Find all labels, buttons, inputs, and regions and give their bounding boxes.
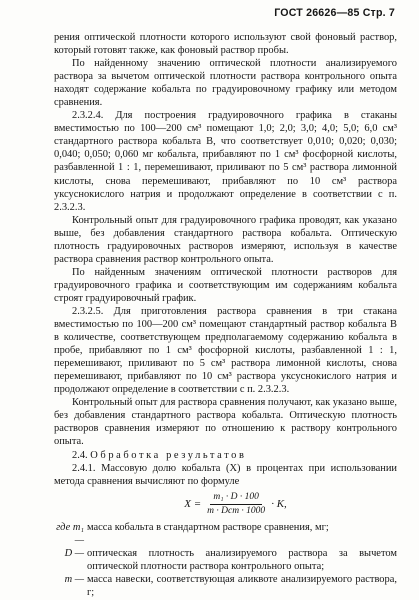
paragraph: Контрольный опыт для градуировочного графика проводят, как указано выше, без добавления стандартного раствора кобальта. Оптическую плотность градуировочных растворов измеряют, используя в качестве раствора сравнения раствор контрольного опыта.	[54, 214, 397, 265]
definition-symbol: D —	[64, 547, 84, 559]
formula-numerator: m₁ · D · 100	[210, 492, 262, 505]
paragraph: Контрольный опыт для раствора сравнения получают, как указано выше, без добавления стандартного раствора кобальта. Оптическую плотность растворов сравнения измеряют по отношению к раствору контрольного опыта.	[54, 397, 397, 448]
section-number: 2.4.	[72, 449, 88, 461]
section-heading	[54, 449, 397, 462]
page-body	[54, 31, 397, 599]
page-header: ГОСТ 26626—85 Стр. 7	[274, 7, 395, 19]
paragraph: рения оптической плотности которого используют свой фоновый раствор, который готовят также, как фоновый раствор пробы.	[54, 32, 397, 57]
variable-definitions	[54, 521, 397, 599]
paragraph: По найденному значению оптической плотности анализируемого раствора за вычетом оптической плотности раствора контрольного опыта находят содержание кобальта по градуировочному графику или методом сравнения.	[54, 58, 397, 109]
formula-fraction	[204, 492, 268, 517]
paragraph: По найденным значениям оптической плотности растворов для градуировочного графика и соответствующим им содержаниям кобальта строят градуировочный график.	[54, 266, 397, 304]
paragraph-2-4-1: 2.4.1. Массовую долю кобальта (X) в процентах при использовании метода сравнения вычисляют по формуле	[54, 462, 397, 487]
paragraph-2-3-2-5: 2.3.2.5. Для приготовления раствора сравнения в три стакана вместимостью по 100—200 см³ помещают стандартный раствор кобальта В в количестве, соответствующем предполагаемому содержанию кобальта в пробе, прибавляют по 1 см³ фосфорной кислоты, разбавленной 1 : 1, перемешивают, приливают по 5 см³ раствора лимонной кислоты, снова перемешивают, прибавляют по 10 см³ раствора уксуснокислого натрия и продолжают определение в соответствии с п. 2.3.2.3.	[54, 305, 397, 396]
definition-text: оптическая плотность анализируемого раствора за вычетом оптической плотности раствора контрольного опыта;	[87, 547, 397, 572]
definition-text: масса кобальта в стандартном растворе сравнения, мг;	[87, 521, 329, 533]
definition-text: масса навески, соответствующая аликвоте анализируемого раствора, г;	[87, 573, 397, 598]
paragraph-2-3-2-4: 2.3.2.4. Для построения градуировочного графика в стаканы вместимостью по 100—200 см³ помещают 1,0; 2,0; 3,0; 4,0; 5,0; 6,0 см³ стандартного раствора кобальта В, что соответствует 0,010; 0,020; 0,030; 0,040; 0,050; 0,060 мг кобальта, прибавляют по 1 см³ фосфорной кислоты, разбавленной 1 : 1, перемешивают, приливают по 5 см³ раствора лимонной кислоты, снова перемешивают, прибавляют по 10 см³ раствора уксуснокислого натрия и продолжают определение в соответствии с п. 2.3.2.3.	[54, 110, 397, 213]
formula-denominator: m · Dст · 1000	[207, 505, 266, 516]
formula-rhs: · K,	[271, 497, 287, 510]
formula	[74, 492, 397, 517]
formula-lhs: X =	[184, 497, 202, 510]
section-title: Обработка результатов	[90, 449, 247, 461]
definition-symbol: где m₁ —	[56, 521, 84, 546]
definition-symbol: m —	[64, 573, 84, 585]
